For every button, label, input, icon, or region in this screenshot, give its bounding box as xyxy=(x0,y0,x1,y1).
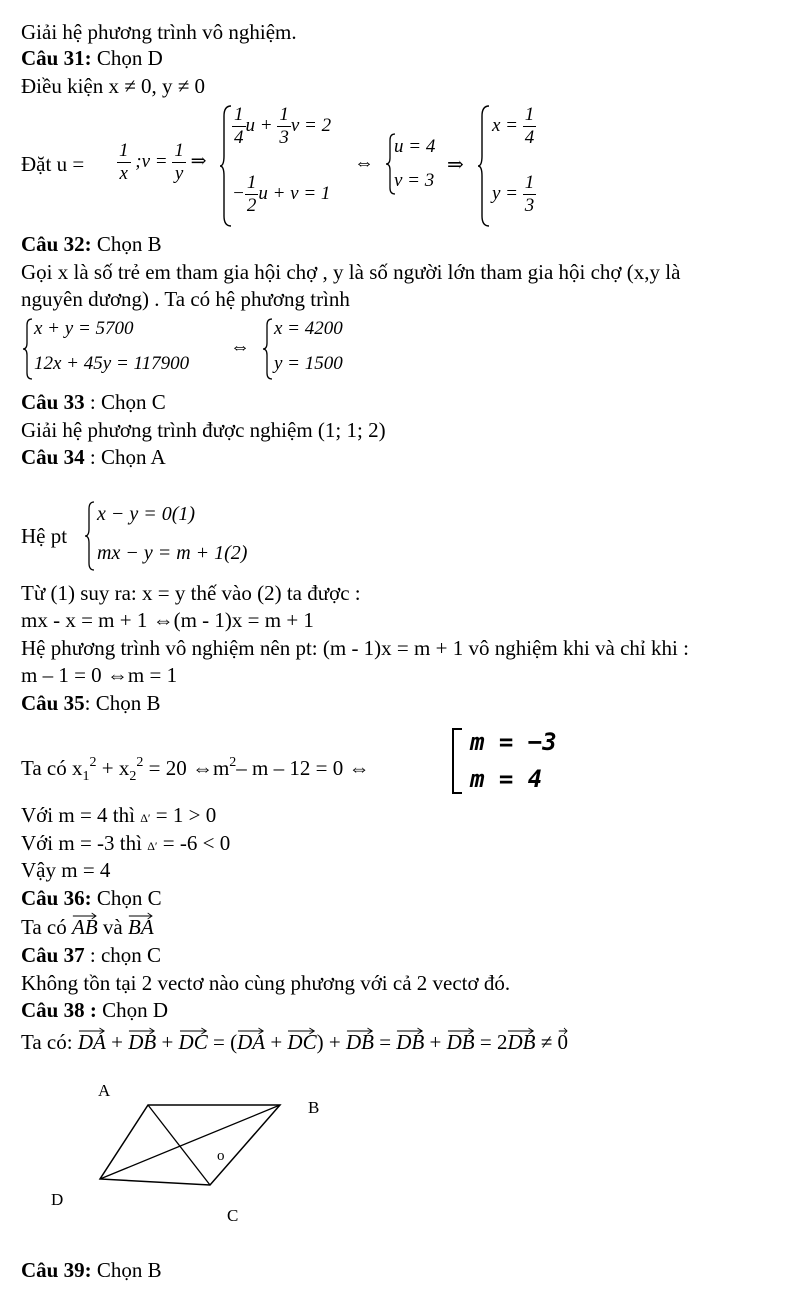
text-line: Gọi x là số trẻ em tham gia hội chợ , y là số người lớn tham gia hội chợ (x,y là xyxy=(21,260,681,284)
left-brace-icon xyxy=(219,104,233,228)
bracket-row-1: m = −3 xyxy=(470,728,557,756)
question-32-heading: Câu 32: Chọn B xyxy=(21,232,162,256)
question-37-heading: Câu 37 : chọn C xyxy=(21,943,162,967)
vertex-c-label: C xyxy=(227,1206,239,1225)
iff-symbol: ⇔ xyxy=(230,336,250,358)
text-line: Giải hệ phương trình vô nghiệm. xyxy=(21,20,297,44)
text-line: Vậy m = 4 xyxy=(21,858,111,882)
question-31-heading: Câu 31: Chọn D xyxy=(21,46,163,70)
system-32-row-2: 12x + 45y = 117900 xyxy=(34,353,190,374)
text-line: nguyên dương) . Ta có hệ phương trình xyxy=(21,287,350,311)
parallelogram-figure xyxy=(40,1075,340,1235)
system-32-row-1: x + y = 5700 xyxy=(34,318,134,339)
system-32-answer-row-2: y = 1500 xyxy=(274,353,343,374)
fraction-1-over-y: $\frac{1}{y}$ xyxy=(174,140,184,184)
text-line: Với m = 4 thì Δ′ = 1 > 0 xyxy=(21,803,217,827)
system-label: Hệ pt xyxy=(21,524,68,548)
vector-db: DB xyxy=(446,1030,475,1054)
left-brace-icon xyxy=(84,500,96,572)
text-line: m – 1 = 0 ⇔m = 1 xyxy=(21,663,178,687)
zero-vector: 0 xyxy=(557,1030,568,1054)
iff-symbol: ⇔ xyxy=(354,152,374,174)
system-34-row-1: x − y = 0(1) xyxy=(97,503,196,525)
center-o-label: o xyxy=(217,1148,225,1164)
diagonal-ac xyxy=(148,1105,210,1185)
substitution-expr: $\frac{1}{x}$ ;v = $\frac{1}{y}$ ⇒ xyxy=(119,140,207,184)
fraction-1-over-x: $\frac{1}{x}$ xyxy=(119,140,129,184)
question-35-heading: Câu 35: Chọn B xyxy=(21,691,161,715)
vector-ba: BA xyxy=(128,915,154,939)
vector-da: DA xyxy=(77,1030,106,1054)
implies-symbol: ⇒ xyxy=(447,154,464,176)
solution-x: x = $\frac{1}{4}$ xyxy=(492,104,535,148)
text-line: Giải hệ phương trình được nghiệm (1; 1; 2) xyxy=(21,418,386,442)
left-brace-icon xyxy=(22,317,34,381)
left-brace-icon xyxy=(477,104,491,228)
vertex-a-label: A xyxy=(98,1081,111,1100)
text-line: mx - x = m + 1 ⇔(m - 1)x = m + 1 xyxy=(21,608,314,632)
diagonal-bd xyxy=(100,1105,280,1179)
system-32-answer-row-1: x = 4200 xyxy=(274,318,343,339)
question-36-heading: Câu 36: Chọn C xyxy=(21,886,162,910)
vector-dc: DC xyxy=(287,1030,317,1054)
vector-db: DB xyxy=(345,1030,374,1054)
question-34-heading: Câu 34 : Chọn A xyxy=(21,445,166,469)
substitution-label: Đặt u = xyxy=(21,152,85,176)
text-line: Không tồn tại 2 vectơ nào cùng phương với cả 2 vectơ đó. xyxy=(21,971,511,995)
vertex-b-label: B xyxy=(308,1098,320,1117)
text-line: Với m = -3 thì Δ′ = -6 < 0 xyxy=(21,831,231,855)
text-line: Ta có AB và BA xyxy=(21,915,154,939)
solution-y: y = $\frac{1}{3}$ xyxy=(492,172,535,216)
vector-db: DB xyxy=(128,1030,157,1054)
vector-equation: Ta có: DA + DB + DC = ( DA + DC) + DB = DB + DB = 2 DB ≠ 0 xyxy=(21,1030,568,1054)
vector-db: DB xyxy=(396,1030,425,1054)
vector-ab: AB xyxy=(72,915,98,939)
condition-line: Điều kiện x ≠ 0, y ≠ 0 xyxy=(21,74,206,98)
text-line: Từ (1) suy ra: x = y thế vào (2) ta được : xyxy=(21,581,361,605)
system-31-row-1: $\frac{1}{4}$ u + $\frac{1}{3}$ v = 2 xyxy=(234,104,332,148)
parallelogram-shape xyxy=(100,1105,280,1185)
left-bracket-icon xyxy=(450,727,464,795)
bracket-row-2: m = 4 xyxy=(470,765,543,793)
vertex-d-label: D xyxy=(51,1190,64,1209)
question-33-heading: Câu 33 : Chọn C xyxy=(21,390,166,414)
system-31-mid-row-2: v = 3 xyxy=(394,170,435,191)
system-34-row-2: mx − y = m + 1(2) xyxy=(97,542,248,564)
system-31-row-2: − $\frac{1}{2}$ u + v = 1 xyxy=(232,172,331,216)
question-38-heading: Câu 38 : Chọn D xyxy=(21,998,169,1022)
left-brace-icon xyxy=(262,317,274,381)
system-31-mid-row-1: u = 4 xyxy=(394,136,436,157)
vector-dc: DC xyxy=(178,1030,208,1054)
vector-db: DB xyxy=(507,1030,536,1054)
equation-35: Ta có $x_1^2 + x_2^2 = 20$ $\Leftrightarrow m^2-$ m – 12 = 0 ⇔ xyxy=(21,755,370,784)
question-39-heading: Câu 39: Chọn B xyxy=(21,1258,162,1282)
vector-da: DA xyxy=(237,1030,266,1054)
text-line: Hệ phương trình vô nghiệm nên pt: (m - 1)x = m + 1 vô nghiệm khi và chỉ khi : xyxy=(21,636,689,660)
